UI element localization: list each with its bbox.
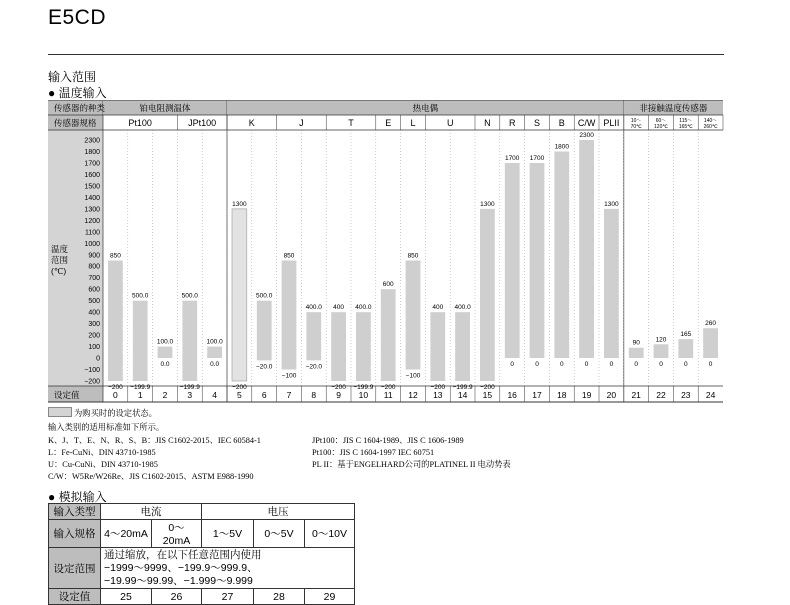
analog-spec-row (49, 520, 355, 548)
y-tick-label: 2300 (84, 137, 100, 145)
bar-high-label: 500.0 (181, 292, 198, 300)
set-value-label: 18 (557, 390, 567, 400)
analog-set-cell: 27 (202, 589, 254, 605)
bar-high-label: 850 (283, 252, 295, 260)
analog-spec-cell: 0～5V (254, 520, 305, 548)
bar-low-label: −200 (480, 384, 495, 391)
standard-note-l: L：Fe-CuNi、DIN 43710-1985 (48, 448, 156, 457)
bar-high-label: 1300 (604, 200, 619, 208)
range-bar-22 (654, 344, 669, 358)
y-tick-label: 100 (88, 344, 100, 352)
bar-high-label: 400.0 (305, 304, 322, 312)
sensor-spec-label: T (348, 118, 354, 128)
set-value-label: 11 (383, 390, 393, 400)
set-value-label: 13 (433, 390, 443, 400)
sensor-spec-label: E (385, 118, 392, 128)
analog-range-line: 通过缩放，在以下任意范围内使用 (104, 548, 262, 561)
sensor-spec-label: S (533, 118, 541, 128)
bar-low-label: −200 (430, 384, 446, 391)
range-bar-24 (703, 328, 718, 358)
bar-low-label: 0 (510, 361, 515, 369)
bar-high-label: 600 (382, 281, 394, 289)
standard-note-jpt100: JPt100：JIS C 1604-1989、JIS C 1606-1989 (312, 436, 464, 445)
range-bar-17 (530, 163, 545, 358)
bar-high-label: 400 (432, 304, 444, 312)
y-tick-label: 300 (88, 321, 100, 329)
bar-low-label: −200 (380, 384, 396, 391)
legend-default-swatch (48, 407, 72, 417)
sensor-spec-label: U (446, 118, 454, 128)
standard-note-pt100: Pt100：JIS C 1604-1997 IEC 60751 (312, 448, 435, 457)
sensor-spec-label: L (410, 118, 416, 128)
y-tick-label: 1600 (84, 171, 100, 179)
page-title: E5CD (48, 6, 107, 29)
analog-type-label: 输入类型 (49, 504, 101, 520)
bar-low-label: 0 (683, 361, 688, 369)
sensor-spec-label: N (484, 118, 491, 128)
bar-low-label: −199.9 (353, 383, 374, 391)
sensor-spec-label: K (248, 118, 255, 128)
y-axis-label-line1: 温度 (51, 244, 69, 254)
analog-range-row (49, 548, 355, 589)
analog-voltage-label: 电压 (202, 504, 355, 520)
set-value-label: 1 (137, 390, 143, 400)
analog-current-label: 电流 (101, 504, 202, 520)
range-bar-6 (257, 301, 272, 361)
bar-low-label: −200 (232, 384, 247, 391)
range-bar-19 (579, 140, 594, 358)
bar-low-label: −199.9 (130, 383, 151, 391)
sensor-group-label: 非接触温度传感器 (639, 103, 708, 113)
set-value-label: 5 (237, 390, 242, 400)
y-tick-label: 1200 (84, 217, 100, 225)
bar-high-label: 100.0 (156, 338, 174, 346)
y-tick-label: −100 (84, 367, 100, 375)
set-value-label: 12 (408, 390, 418, 400)
set-value-label: 17 (532, 390, 542, 400)
bar-high-label: 400.0 (454, 304, 471, 312)
sensor-spec-label-top: 60～ (655, 118, 667, 124)
range-bar-11 (381, 289, 396, 381)
section-heading-analog: ● 模拟输入 (48, 490, 107, 504)
bar-low-label: −20.0 (305, 363, 323, 371)
analog-set-cell: 25 (101, 589, 152, 605)
y-tick-label: 600 (88, 286, 100, 294)
bar-high-label: 1700 (504, 154, 520, 162)
y-tick-label: 1100 (84, 229, 100, 237)
y-tick-label: 200 (88, 332, 100, 340)
range-bar-14 (455, 312, 470, 381)
legend-text: 为购买时的设定状态。 (74, 409, 157, 418)
bar-low-label: 0 (609, 361, 614, 369)
set-value-label: 9 (336, 390, 341, 400)
bar-high-label: 100.0 (206, 338, 223, 346)
bar-high-label: 1300 (480, 200, 495, 208)
bar-high-label: 1700 (529, 154, 545, 162)
set-value-label: 4 (212, 390, 217, 400)
range-bar-9 (331, 312, 346, 381)
range-bar-20 (604, 209, 619, 358)
analog-set-row (49, 589, 355, 605)
set-value-label: 3 (187, 390, 193, 400)
standard-note-u: U：Cu-CuNi、DIN 43710-1985 (48, 460, 158, 469)
analog-set-label: 设定值 (49, 589, 101, 605)
sensor-spec-label: C/W (577, 118, 596, 128)
bar-high-label: 165 (680, 331, 692, 339)
analog-range-cell (101, 548, 355, 589)
range-bar-4 (207, 347, 222, 358)
set-value-label: 20 (606, 390, 617, 400)
analog-range-label: 设定范围 (49, 548, 101, 589)
analog-spec-cell: 4～20mA (101, 520, 152, 548)
bar-high-label: 1300 (232, 200, 247, 208)
range-bar-8 (306, 312, 321, 360)
sensor-group-label: 热电偶 (412, 103, 439, 113)
sensor-spec-label: JPt100 (188, 118, 217, 128)
bar-high-label: 500.0 (132, 292, 149, 300)
sensor-spec-label: B (558, 118, 565, 128)
bar-low-label: 0 (559, 361, 564, 369)
analog-set-cell: 26 (152, 589, 202, 605)
bar-low-label: −199.9 (179, 383, 200, 391)
standard-note-cw: C/W：W5Re/W26Re、JIS C1602-2015、ASTM E988-1990 (48, 472, 254, 481)
set-value-label: 0 (113, 390, 118, 400)
sensor-spec-label: Pt100 (128, 118, 152, 128)
sensor-spec-label-bottom: 70℃ (630, 124, 642, 130)
sensor-group-label: 铂电阻测温体 (139, 103, 191, 113)
bar-high-label: 1800 (554, 143, 570, 151)
bar-high-label: 850 (407, 252, 419, 260)
y-tick-label: 1800 (84, 148, 100, 156)
section-heading-temperature: ● 温度输入 (48, 86, 107, 100)
range-bar-7 (282, 261, 297, 370)
analog-spec-cell: 0～10V (305, 520, 355, 548)
sensor-spec-label-bottom: 165℃ (678, 124, 693, 130)
bar-low-label: 0 (659, 361, 663, 369)
analog-spec-label: 输入规格 (49, 520, 101, 548)
y-axis-label-line3: (℃) (51, 266, 67, 276)
analog-set-cell: 29 (305, 589, 355, 605)
bar-low-label: 0.0 (160, 361, 170, 369)
bar-low-label: −200 (331, 384, 346, 391)
row-header-set: 设定值 (54, 390, 80, 400)
y-tick-label: 0 (96, 355, 100, 363)
set-value-label: 16 (507, 390, 517, 400)
sensor-spec-label-bottom: 120℃ (654, 124, 668, 130)
row-header-spec: 传感器规格 (54, 118, 97, 128)
range-bar-12 (406, 261, 421, 370)
range-bar-0 (108, 261, 123, 382)
bar-low-label: 0 (634, 361, 639, 369)
range-bar-3 (182, 301, 197, 381)
y-tick-label: 400 (88, 309, 100, 317)
y-tick-label: 1300 (84, 206, 100, 214)
sensor-spec-label: J (299, 118, 304, 128)
set-value-label: 21 (631, 390, 641, 400)
set-value-label: 2 (162, 390, 168, 400)
range-bar-15 (480, 209, 495, 381)
bar-low-label: 0 (708, 361, 713, 369)
sensor-spec-label-top: 140～ (703, 118, 718, 124)
range-bar-13 (430, 312, 445, 381)
set-value-label: 8 (311, 390, 317, 400)
y-tick-label: −200 (84, 378, 100, 386)
range-bar-10 (356, 312, 371, 381)
range-bar-23 (678, 339, 693, 358)
bar-low-label: −100 (281, 372, 297, 380)
set-value-label: 14 (457, 390, 468, 400)
bar-high-label: 500.0 (256, 292, 273, 300)
y-tick-label: 1700 (84, 160, 100, 168)
sensor-spec-label-bottom: 260℃ (703, 124, 718, 130)
y-tick-label: 500 (88, 298, 100, 306)
temperature-range-chart (48, 100, 724, 405)
bar-high-label: 400 (333, 304, 345, 312)
set-value-label: 24 (705, 390, 716, 400)
y-tick-label: 1500 (84, 183, 100, 191)
y-axis-label-line2: 范围 (51, 255, 69, 265)
section-heading-input-range: 输入范围 (48, 70, 97, 84)
y-tick-label: 700 (88, 275, 100, 283)
analog-range-line: −19.99～99.99、−1.999～9.999 (104, 574, 253, 587)
range-bar-2 (158, 347, 173, 358)
y-tick-label: 1000 (84, 240, 100, 248)
sensor-spec-label-top: 10～ (630, 118, 642, 124)
bar-high-label: 260 (705, 320, 717, 328)
set-value-label: 6 (261, 390, 267, 400)
analog-range-line: −1999～9999、−199.9～999.9、 (104, 561, 258, 574)
sensor-spec-label-top: 115～ (679, 118, 693, 124)
bar-low-label: −200 (108, 384, 123, 391)
bar-high-label: 120 (655, 336, 667, 344)
analog-spec-cell: 0～20mA (152, 520, 202, 548)
standard-note-kjt: K、J、T、E、N、R、S、B：JIS C1602-2015、IEC 60584-1 (48, 436, 261, 445)
range-bar-21 (629, 348, 644, 358)
sensor-spec-label: R (508, 118, 516, 128)
title-divider (48, 54, 724, 55)
set-value-label: 22 (656, 390, 666, 400)
bar-high-label: 850 (109, 252, 121, 260)
standard-note-plii: PL II：基于ENGELHARD公司的PLATINEL II 电动势表 (312, 460, 511, 469)
set-value-label: 19 (581, 390, 592, 400)
set-value-label: 10 (358, 390, 369, 400)
bar-high-label: 2300 (579, 132, 594, 139)
bar-low-label: −100 (405, 372, 421, 380)
sensor-spec-label: PLII (603, 118, 620, 128)
row-header-type: 传感器的种类 (54, 103, 106, 113)
analog-input-table (48, 503, 355, 605)
range-bar-16 (505, 163, 520, 358)
set-value-label: 15 (482, 390, 493, 400)
bar-low-label: 0 (535, 361, 539, 369)
bar-high-label: 90 (632, 339, 640, 347)
range-bar-5 (232, 209, 247, 381)
y-tick-label: 1400 (84, 194, 100, 202)
standards-intro: 输入类别的适用标准如下所示。 (48, 423, 165, 432)
bar-low-label: 0 (584, 361, 589, 369)
range-bar-18 (554, 151, 569, 358)
bar-low-label: −199.9 (452, 383, 473, 391)
set-value-label: 23 (681, 390, 691, 400)
analog-type-row (49, 504, 355, 520)
bar-low-label: 0.0 (210, 361, 220, 369)
set-value-label: 7 (286, 390, 292, 400)
analog-spec-cell: 1～5V (202, 520, 254, 548)
bar-low-label: −20.0 (255, 363, 273, 371)
range-bar-1 (133, 301, 148, 381)
y-tick-label: 800 (88, 263, 100, 271)
analog-set-cell: 28 (254, 589, 305, 605)
y-tick-label: 900 (88, 252, 100, 260)
bar-high-label: 400.0 (355, 304, 372, 312)
